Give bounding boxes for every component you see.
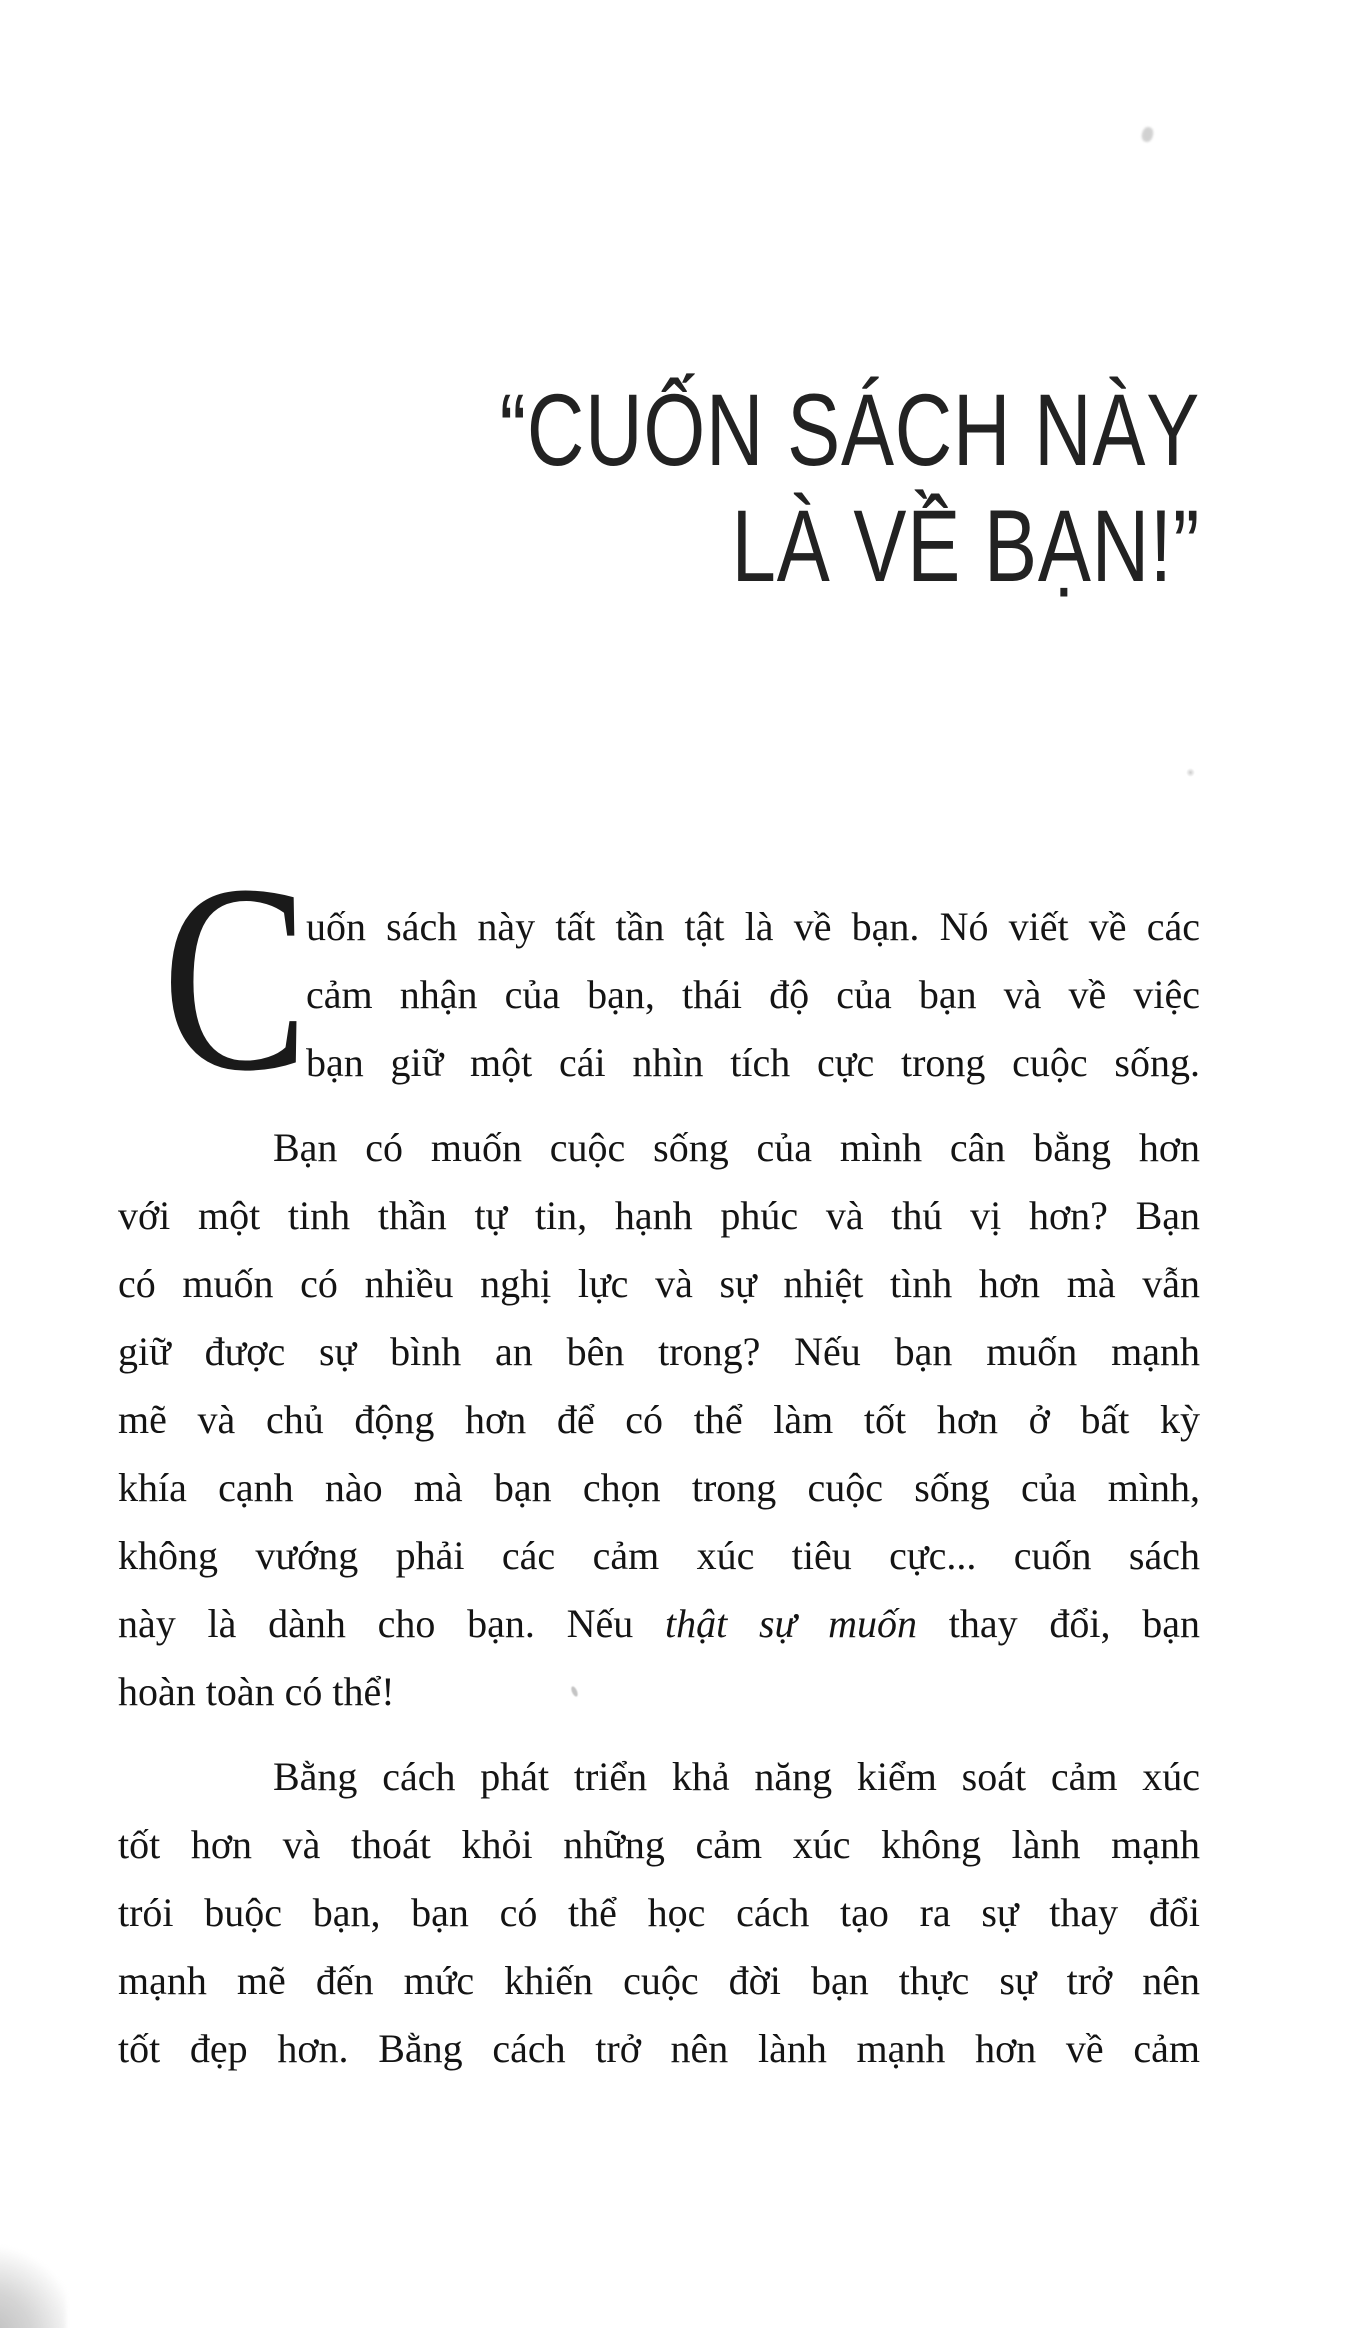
body-line: Bằng cách phát triển khả năng kiểm soát cảm xúc: [273, 1754, 1200, 1799]
body-line: với một tinh thần tự tin, hạnh phúc và thú vị hơn? Bạn: [118, 1193, 1200, 1238]
body-line: [118, 1590, 1200, 1658]
chapter-title-line-2: LÀ VỀ BẠN!”: [731, 489, 1200, 603]
text-segment: thay đổi, bạn: [917, 1601, 1200, 1646]
scan-artifact-right-dot: [1186, 768, 1195, 777]
body-line: mẽ và chủ động hơn để có thể làm tốt hơn ở bất kỳ: [118, 1397, 1200, 1442]
body-paragraph: [118, 1743, 1200, 2083]
body-line: trói buộc bạn, bạn có thể học cách tạo ra sự thay đổi: [118, 1890, 1200, 1935]
body-line: Bạn có muốn cuộc sống của mình cân bằng hơn: [273, 1125, 1200, 1170]
drop-cap: C: [162, 829, 309, 1126]
body-line: hoàn toàn có thể!: [118, 1669, 395, 1714]
body-line: tốt đẹp hơn. Bằng cách trở nên lành mạnh hơn về cảm: [118, 2026, 1200, 2071]
body-line: không vướng phải các cảm xúc tiêu cực... cuốn sách: [118, 1533, 1200, 1578]
body-text: [118, 829, 1200, 2083]
body-line: có muốn có nhiều nghị lực và sự nhiệt tình hơn mà vẫn: [118, 1261, 1200, 1306]
text-segment: này là dành cho bạn. Nếu: [118, 1601, 666, 1646]
body-line: bạn giữ một cái nhìn tích cực trong cuộc sống.: [306, 1040, 1200, 1085]
body-line: cảm nhận của bạn, thái độ của bạn và về việc: [306, 972, 1200, 1017]
body-line: mạnh mẽ đến mức khiến cuộc đời bạn thực sự trở nên: [118, 1958, 1200, 2003]
body-paragraph: [118, 1114, 1200, 1726]
body-line: giữ được sự bình an bên trong? Nếu bạn muốn mạnh: [118, 1329, 1200, 1374]
body-paragraph: [118, 829, 1200, 1126]
chapter-title: [499, 372, 1200, 604]
scan-artifact-corner-smudge: [0, 2242, 66, 2328]
emphasized-text: thật sự muốn: [665, 1601, 918, 1646]
body-line: tốt hơn và thoát khỏi những cảm xúc không lành mạnh: [118, 1822, 1200, 1867]
chapter-title-line-1: “CUỐN SÁCH NÀY: [499, 373, 1200, 487]
body-line: khía cạnh nào mà bạn chọn trong cuộc sống của mình,: [118, 1465, 1200, 1510]
body-line: uốn sách này tất tần tật là về bạn. Nó viết về các: [306, 904, 1200, 949]
scan-artifact-top-right: [1140, 126, 1154, 143]
